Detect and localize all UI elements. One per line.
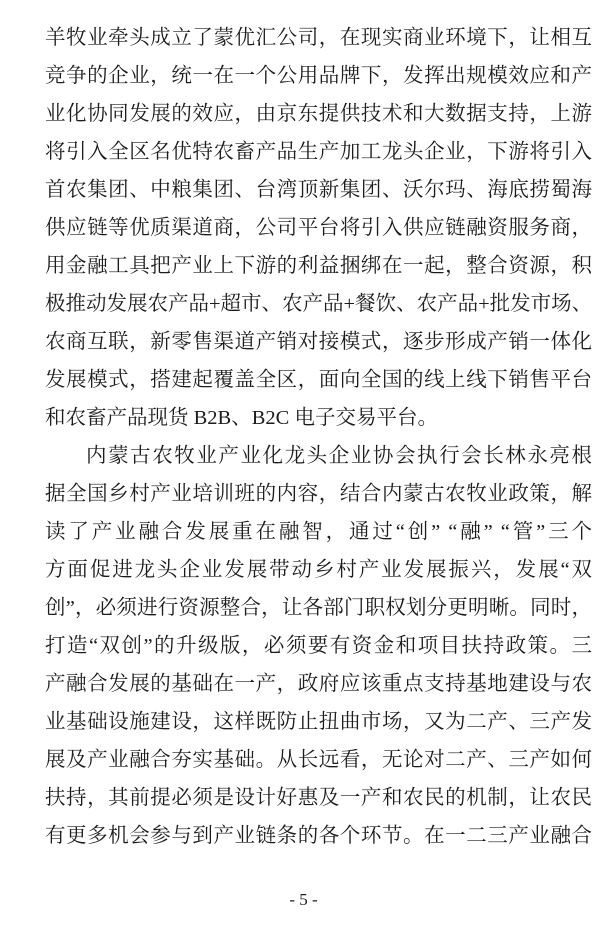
text-line: 将引入全区名优特农畜产品生产加工龙头企业，下游将引入	[45, 141, 592, 163]
text-line: 羊牧业牵头成立了蒙优汇公司，在现实商业环境下，让相互	[45, 27, 592, 49]
text-line: 用金融工具把产业上下游的利益捆绑在一起，整合资源，积	[45, 255, 592, 277]
text-line: 扶持，其前提必须是设计好惠及一产和农民的机制，让农民	[45, 787, 592, 809]
text-line: 和农畜产品现货 B2B、B2C 电子交易平台。	[45, 407, 438, 429]
text-line: 产融合发展的基础在一产，政府应该重点支持基地建设与农	[45, 673, 592, 695]
text-line: 极推动发展农产品+超市、农产品+餐饮、农产品+批发市场、	[45, 293, 592, 315]
text-line: 供应链等优质渠道商，公司平台将引入供应链融资服务商，	[45, 217, 592, 239]
text-line: 读了产业融合发展重在融智，通过“创” “融” “管”三个	[45, 521, 592, 543]
text-line: 竞争的企业，统一在一个公用品牌下，发挥出规模效应和产	[45, 65, 592, 87]
text-line: 农商互联，新零售渠道产销对接模式，逐步形成产销一体化	[45, 331, 592, 353]
text-line: 打造“双创”的升级版，必须要有资金和项目扶持政策。三	[45, 635, 592, 657]
body-text	[45, 19, 592, 855]
page-number: - 5 -	[289, 890, 318, 909]
text-line: 展及产业融合夯实基础。从长远看，无论对二产、三产如何	[45, 749, 592, 771]
text-line: 内蒙古农牧业产业化龙头企业协会执行会长林永亮根	[86, 445, 592, 467]
text-line: 业化协同发展的效应，由京东提供技术和大数据支持，上游	[45, 103, 592, 125]
text-line: 业基础设施建设，这样既防止扭曲市场，又为二产、三产发	[45, 711, 592, 733]
text-line: 据全国乡村产业培训班的内容，结合内蒙古农牧业政策，解	[45, 483, 592, 505]
text-line: 创”，必须进行资源整合，让各部门职权划分更明晰。同时，	[45, 597, 592, 619]
text-line: 方面促进龙头企业发展带动乡村产业发展振兴，发展“双	[45, 559, 592, 581]
text-line: 首农集团、中粮集团、台湾顶新集团、沃尔玛、海底捞蜀海	[45, 179, 592, 201]
text-line: 有更多机会参与到产业链条的各个环节。在一二三产业融合	[45, 825, 592, 847]
text-line: 发展模式，搭建起覆盖全区，面向全国的线上线下销售平台	[45, 369, 592, 391]
